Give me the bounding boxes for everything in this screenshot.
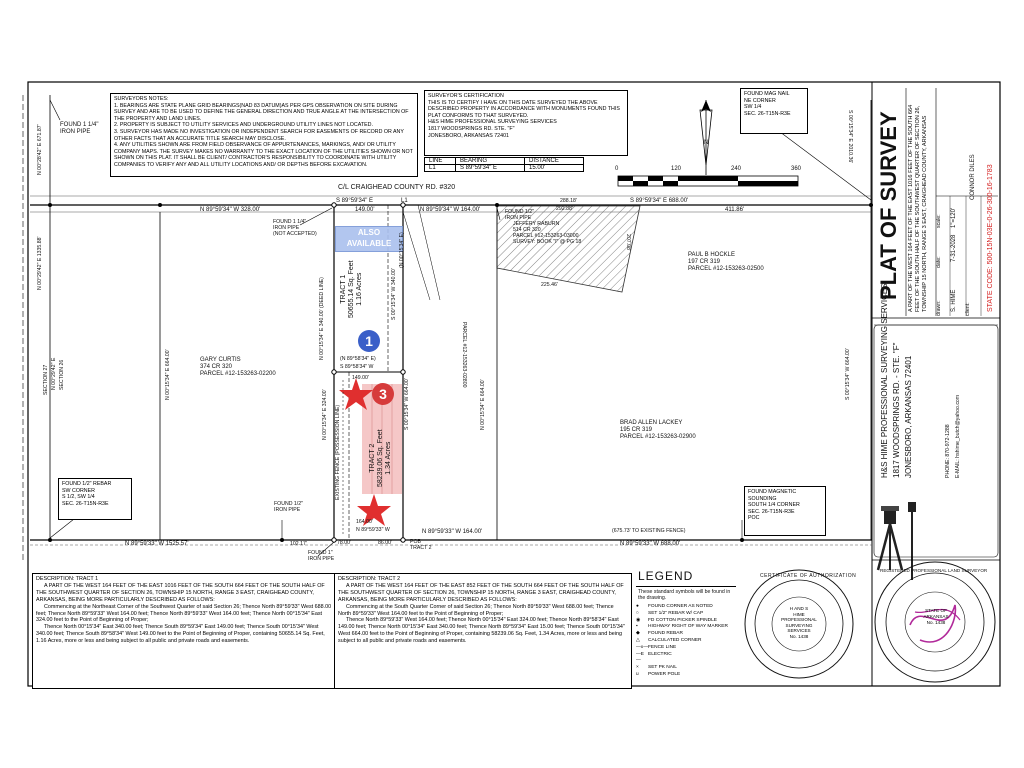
legend-intro: These standard symbols will be found in the drawing. [638,589,731,601]
found-iron-pipe-not-accepted [273,220,317,238]
bearing-label: S 00°15'34" W 340.00' [391,268,397,320]
label-line: FOUND 1" [308,550,333,556]
note-item: 1. BEARINGS ARE STATE PLANE GRID BEARINGS(NAD 83 DATUM)AS PER GPS OBSERVATION ON SITE DURING SURVEY AND ARE TO BE USED TO DEFINE THE GENERAL DIRECTION AND TRUE ANGLE AT THE INTERSECTION OF THE PROPERTY AND LAND LINES. [114,102,409,122]
bearing-label: S 89°58'34" W [340,364,374,370]
scale-label: 120 [671,166,682,172]
seal-registered-text: REGISTERED PROFESSIONAL LAND SURVEYOR [880,568,988,573]
tract1-badge[interactable]: 1 [358,330,380,352]
tract3-badge[interactable]: 3 [372,383,394,405]
legend-symbol: —E— [636,651,644,664]
label-line: IRON PIPE [308,555,335,562]
description-tract2 [334,573,632,689]
line-table-cell: L1 [425,165,456,172]
legend-item [636,631,740,638]
label-line: SW CORNER [62,487,95,494]
legend-label: SET 1/2" REBAR W/ CAP [648,610,704,616]
tract-acres: 1.16 Acres [356,272,364,306]
found-iron-pipe-nw [60,122,98,136]
legend-item [636,652,740,666]
distance-label: 86.00' [378,540,392,546]
legend-label: FENCE LINE [648,644,677,650]
label-line: FOUND 1/2" [274,501,303,507]
label-line: S 1/2, SW 1/4 [62,494,95,501]
tract-area: 58239.06 Sq. Feet [377,429,385,487]
legend-symbol: ▪ [636,624,638,630]
label-line: (NOT ACCEPTED) [273,230,317,237]
distance-label: 78.00' [337,540,351,546]
legend-item [636,638,740,645]
label-line: SEC. 26-T15N-R3E [748,508,795,515]
drawn-label: drawn: [936,300,942,316]
scale-label: 0 [615,166,619,172]
label-line: SEC. 26-T15N-R3E [62,500,109,507]
legend-label: HIGHWAY RIGHT OF WAY MARKER [648,624,728,630]
found-magnetic [744,486,826,536]
seal-line: STATE OF [925,608,947,613]
legend-item [636,645,740,652]
drawn-value: S. HIME [951,289,957,312]
description-title: DESCRIPTION: TRACT 1 [36,576,99,582]
label-line: SEC. 26-T15N-R3E [744,110,791,117]
line-table-cell: 15.00' [525,165,584,172]
certification-company: H&S HIME PROFESSIONAL SURVEYING SERVICES [428,119,557,126]
label-line: FOUND MAGNETIC [748,489,797,495]
label-line: IRON PIPE [274,506,301,513]
bearing-label: N 89°59'33" W 688.00' [620,541,681,547]
bearing-label: N 89°59'33" W 1525.57' [125,541,189,547]
label-line: SOUTH 1/4 CORNER [748,502,800,509]
client-label: client: [965,302,971,316]
seal-line: SERVICES [787,628,811,634]
seal-registered-inner [915,608,957,626]
label-line: PARCEL #12-153263-02900 [620,433,696,440]
legend-label: FOUND REBAR [648,631,683,637]
seal-authorization-text: CERTIFICATE OF AUTHORIZATION [760,573,857,579]
legend-symbol: —x— [636,644,648,650]
seal-line: SURVEYING [785,622,813,628]
bearing-label: (675.73' TO EXISTING FENCE) [612,528,686,534]
line-table-header: LINE [425,158,456,165]
legend-symbol: × [636,665,639,671]
section-label: SECTION 27 [43,364,49,395]
distance-label: 288.18' [560,198,577,204]
bearing-label: S 89°59'34" E [336,198,374,204]
tract-name: TRACT 1 [340,274,347,304]
legend-label: FOUND CORNER AS NOTED [648,604,713,609]
found-iron-pipe-s [274,502,303,514]
bearing-label: S 89°59'34" E 688.00' [630,198,689,204]
seal-line: No. 1438 [789,633,809,639]
seal-line: H AND S [789,606,809,611]
company-address: 1817 WOODSPRINGS RD. - STE. "F" [892,342,901,478]
distance-label: 207.08' [625,234,631,251]
title-description: A PART OF THE WEST 164 FEET OF THE EAST 1016 FEET OF THE SOUTH 664 FEET OF THE SOUTH HALF OF THE SOUTHWEST QUARTER OF SECTION 26, TOWNSHIP 15 NORTH, RANGE 3 EAST, CRAIGHEAD COUNTY, ARKANSAS [908,104,928,312]
distance-label: 292.88' [556,206,573,212]
bearing-label: (N 89°58'34" E) [340,356,376,362]
distance-label: 149.00' [355,207,375,213]
legend-symbol: ◉ [636,617,641,623]
scale-label: 240 [731,166,742,172]
label-line: SURVEY: BOOK "I" @ PG 18 [513,238,582,245]
road-label: C/L CRAIGHEAD COUNTY RD. #320 [338,184,456,191]
description-body: A PART OF THE WEST 164 FEET OF THE EAST 1016 FEET OF THE SOUTH 664 FEET OF THE SOUTH HALF OF THE SOUTHWEST QUARTER OF SECTION 26, TOWNSHIP 15 NORTH, RANGE 3 EAST, CRAIGHEAD COUNTY, ARKANSAS, BEING MORE PARTICULARLY DESCRIBED AS FOLLOWS: [36,582,325,603]
found-iron-pipe-1 [308,551,334,563]
date-value: 7-31-2028 [951,234,957,262]
found-rebar-sw [58,478,132,520]
bearing-label: N 00°15'34" E 340.00' (DEED LINE) [319,277,325,360]
legend-symbol: ○ [636,610,639,616]
legend-label: FD COTTON PICKER SPINDLE [648,617,717,623]
tract2-label [369,429,393,487]
legend [632,568,740,680]
description-tract1 [32,573,336,689]
bearing-label: (N 00°15'34" E) [399,232,405,268]
note-item: 2. PROPERTY IS SUBJECT TO UTILITY SERVICES AND UNDERGROUND UTILITY LINES NOT LOCATED. [114,122,373,129]
label-line: PARCEL #12-153263-02200 [200,370,276,377]
north-arrow-icon [700,100,712,175]
parcel-mid-label: PARCEL #12-153263-02800 [461,322,467,388]
seal-line: ARKANSAS [923,614,949,619]
tract-area: 50655.14 Sq. Feet [348,260,356,318]
legend-symbol: ◆ [636,631,640,637]
owner-jeffery [513,222,581,246]
scale-bar [618,176,798,186]
bearing-label: N 00°15'34" E 324.00' [322,389,328,440]
pob-label [410,540,432,552]
bearing-label: S 00°15'34" W 664.00' [845,348,851,400]
legend-item [636,604,740,611]
certification-address: 1817 WOODSPRINGS RD. STE. "F" [428,126,515,133]
notes-title: SURVEYORS NOTES: [114,96,169,102]
description-para: Commencing at the Northeast Corner of the Southwest Quarter of said Section 26; Thence North 89°59'33" West 688.00 feet; Thence North 89°59'33" West 164.00 feet; Thence North 89°59'33" West 164.00 feet; Thence North 00°15'34" East 324.00 feet to the Point of Beginning of Proper; [36,603,332,624]
section-label: SECTION 26 [59,359,65,390]
label-line: 514 CR 320 [513,226,541,233]
label-line: IRON PIPE [273,224,300,231]
label-line: GARY CURTIS [200,357,241,363]
company-email: E-MAIL: hshime_butch@yahoo.com [955,394,961,478]
bearing-label: N 89°59'33" W 164.00' [422,529,483,535]
owner-gary [200,357,276,378]
company-city: JONESBORO, ARKANSAS 72401 [904,355,913,478]
legend-label: SET PK NAIL [648,665,677,671]
label-line: TRACT 2 [410,544,432,551]
bearing-label: N 00°29'42" E 1335.88' [37,236,43,290]
company-name: H&S HIME PROFESSIONAL SURVEYING SERVICES [880,283,889,478]
tract1-label [340,260,364,318]
date-label: date: [936,256,942,268]
label-line: 195 CR 319 [620,426,653,433]
label-line: FOUND 1 1/4" [273,219,307,225]
owner-brad [620,420,696,441]
legend-symbol: ʊ [636,671,639,677]
scale-label: scale: [936,214,942,228]
label-line: POB [410,539,421,545]
label-line: NE CORNER [744,97,776,104]
label-line: SOUNDING [748,495,777,502]
also-available-badge[interactable] [335,226,403,252]
distance-label: 411.86' [725,207,745,213]
label-line: 197 CR 319 [688,258,721,265]
label-line: FOUND 1/2" [505,209,534,215]
label-line: PAUL B HOCKLE [688,252,736,258]
state-code: STATE CODE: 500-15N-03E-0-26-300-16-1783 [987,164,994,312]
distance-label: 149.00' [352,375,369,381]
owner-paul [688,252,764,273]
seal-authorization-inner [778,606,820,640]
line-table [424,157,584,172]
bearing-label: N 00°15'34" E 664.00' [165,349,171,400]
scale-label: 360 [791,166,802,172]
scale-value: 1"=120' [951,207,957,228]
legend-item [636,611,740,618]
label-line: BRAD ALLEN LACKEY [620,420,683,426]
plat-title: PLAT OF SURVEY [876,111,901,300]
seal-line: PROFESSIONAL [781,617,817,623]
company-phone: PHONE: 870-972-1288 [945,424,951,478]
label-line: SW 1/4 [744,104,762,111]
description-title: DESCRIPTION: TRACT 2 [338,576,401,582]
line-table-header: DISTANCE [525,158,584,165]
description-para: Thence North 00°15'34" East 340.00 feet; Thence South 89°59'34" East 149.00 feet; Thence South 00°15'34" West 340.00 feet; Thence South 89°58'34" West 149.00 feet to the Point of Beginning of Proper, containing 50655.14 Sq. Feet, 1.16 Acres, more or less and being subject to all public and private roads and easements. [36,624,325,645]
label-line: PARCEL #12-153263-02500 [688,265,764,272]
bearing-label: N 00°28'42" E 671.87' [37,124,43,175]
surveyor-certification [424,90,628,156]
fence-label: EXISTING FENCE (POSSESSION LINE) [335,404,341,500]
label-line: FOUND 1/2" REBAR [62,481,112,487]
label-line: IRON PIPE [505,214,532,221]
bearing-label: S 00°15'34" W 664.00' [404,378,410,430]
legend-item [636,672,740,679]
tract-acres: 1.34 Acres [385,441,393,475]
also-line: AVAILABLE [346,239,392,248]
label-line: FOUND 1 1/4" [60,122,99,128]
seal-line: HIME [793,611,805,617]
description-body: A PART OF THE WEST 164 FEET OF THE EAST 852 FEET OF THE SOUTH 664 FEET OF THE SOUTH HALF OF THE SOUTHWEST QUARTER OF SECTION 26, TOWNSHIP 15 NORTH, RANGE 3 EAST, CRAIGHEAD COUNTY, ARKANSAS, BEING MORE PARTICULARLY DESCRIBED AS FOLLOWS: [338,582,624,603]
certification-city: JONESBORO, ARKANSAS 72401 [428,132,509,139]
found-mag-nail [740,88,808,134]
bearing-label: N 89°59'33" W [356,527,390,533]
distance-label: 164.00' [356,519,373,525]
label-line: PARCEL #12-153263-03000 [513,232,579,239]
note-item: 4. ANY UTILITIES SHOWN ARE FROM FIELD OBSERVANCE OF APPURTENANCES, MARKINGS, AND/ OR UTILITY COMPANY MAPS. THE SURVEY MAKES NO WARRANTY TO THE EXACT LOCATION OF THE UTILITIES SHOWN OR NOT SHOWN ON THIS PLAT. IT SHALL BE CLIENT/ CONTRACTOR'S RESPONSIBILITY TO COORDINATE WITH UTILITY COMPANIES TO VERIFY ANY AND ALL UTILITY LOCATIONS AND/ OR DEPTHS BEFORE EXCAVATION. [114,142,413,169]
bearing-label: N 00°15'34" E 664.00' [480,379,486,430]
bearing-label: S 00°15'34" E 2010.36' [847,110,853,164]
legend-symbol: △ [636,637,640,643]
legend-item [636,665,740,672]
also-line: ALSO [357,228,381,237]
label-line: JEFFERY RABURN [513,221,560,227]
seal-line: No. 1438 [926,620,946,625]
legend-label: CALCULATED CORNER [648,637,702,643]
distance-label: 225.46' [541,282,558,288]
note-item: 3. SURVEYOR HAS MADE NO INVESTIGATION OR INDEPENDENT SEARCH FOR EASEMENTS OF RECORD OR ANY OTHER FACTS THAT AN ACCURATE TITLE SEARCH MAY DISCLOSE. [114,129,404,142]
tract-name: TRACT 2 [369,443,376,473]
description-para: Thence North 89°59'33" West 164.00 feet; Thence North 00°15'34" East 324.00 feet; Thence North 89°58'34" East 149.00 feet; Thence North 00°15'34" East 340.00 feet; Thence North 89°59'34" East 15.00 feet; Thence South 00°15'34" West 664.00 feet to the Point of Beginning of Proper, containing 58239.06 Sq. Feet, 1.34 Acres, more or less and being subject to all public and private roads and easements. [338,617,625,645]
legend-label: ELECTRIC [648,651,672,657]
client-value: CONNOR DILES [970,154,976,200]
bearing-label: N 00°29'42" E [51,357,57,390]
certification-body: THIS IS TO CERTIFY I HAVE ON THIS DATE SURVEYED THE ABOVE DESCRIBED PROPERTY IN ACCORDANCE WITH MONUMENTS FOUND THIS PLAT CONFORMS TO THAT SURVEYED. [428,99,620,119]
legend-symbol: ● [636,604,639,609]
bearing-label: N 89°59'34" W 328.00' [200,207,261,213]
line-table-cell: S 89°59'34" E [456,165,525,172]
legend-title: LEGEND [638,569,694,583]
north-label: N [704,140,709,146]
label-line: 374 CR 320 [200,363,233,370]
certification-title: SURVEYOR'S CERTIFICATION [428,93,504,99]
distance-label: 102.17' [290,541,307,547]
label-line: FOUND MAG NAIL [744,91,790,97]
description-para: Commencing at the South Quarter Corner of said Section 26; Thence North 89°59'33" West 688.00 feet; Thence North 89°59'33" West 164.00 feet to the Point of Beginning of Proper; [338,603,614,617]
line-table-header: BEARING [456,158,525,165]
label-line: IRON PIPE [60,128,91,135]
line-label: L1 [401,198,408,204]
label-line: POC [748,515,760,522]
bearing-label: N 89°59'34" W 164.00' [420,207,481,213]
surveyor-notes [110,93,418,177]
legend-label: POWER POLE [648,671,681,677]
